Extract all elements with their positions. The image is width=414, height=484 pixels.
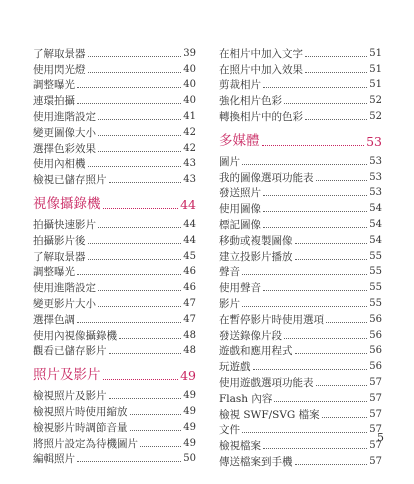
toc-entry-title: 在照片中加入效果 xyxy=(219,63,303,76)
dot-leader xyxy=(109,353,182,354)
toc-entry-title: 調整曝光 xyxy=(33,79,75,92)
toc-entry-page: 57 xyxy=(369,455,382,467)
dot-leader xyxy=(242,274,367,275)
toc-entry-page: 57 xyxy=(369,424,382,436)
toc-entry-page: 47 xyxy=(183,297,196,309)
dot-leader xyxy=(242,306,367,307)
toc-entry-title: 變更圖像大小 xyxy=(33,126,96,139)
toc-entry-title: 在相片中加入文字 xyxy=(219,47,303,60)
toc-entry-page: 47 xyxy=(183,313,196,325)
toc-entry[interactable] xyxy=(219,326,382,342)
dot-leader xyxy=(262,145,365,146)
toc-entry[interactable] xyxy=(219,231,382,247)
dot-leader xyxy=(284,103,367,104)
dot-leader xyxy=(326,322,367,323)
toc-entry-title: 連環拍攝 xyxy=(33,95,75,108)
toc-entry-page: 55 xyxy=(369,297,382,309)
toc-entry[interactable] xyxy=(33,215,196,231)
toc-entry[interactable] xyxy=(33,263,196,279)
toc-entry-title: 使用閃光燈 xyxy=(33,63,86,76)
toc-entry-page: 45 xyxy=(183,250,196,262)
toc-entry-title: 遊戲和應用程式 xyxy=(219,345,293,358)
dot-leader xyxy=(242,164,367,165)
dot-leader xyxy=(295,464,368,465)
toc-entry-page: 56 xyxy=(369,329,382,341)
toc-entry-page: 53 xyxy=(366,133,382,149)
toc-entry[interactable] xyxy=(219,44,382,60)
toc-entry[interactable] xyxy=(33,434,196,450)
toc-entry[interactable] xyxy=(219,373,382,389)
toc-entry-title: 了解取景器 xyxy=(33,47,86,60)
dot-leader xyxy=(295,353,368,354)
toc-entry[interactable] xyxy=(33,342,196,358)
toc-entry[interactable] xyxy=(33,155,196,171)
dot-leader xyxy=(263,195,367,196)
toc-entry[interactable] xyxy=(33,294,196,310)
toc-entry-page: 44 xyxy=(183,218,196,230)
toc-entry[interactable] xyxy=(33,139,196,155)
toc-entry[interactable] xyxy=(33,450,196,466)
toc-entry-title: 調整曝光 xyxy=(33,266,75,279)
toc-entry-page: 44 xyxy=(183,234,196,246)
toc-entry[interactable] xyxy=(33,123,196,139)
toc-entry-title: 傳送檔案到手機 xyxy=(219,455,293,468)
toc-entry-title: 編輯照片 xyxy=(33,453,75,466)
dot-leader xyxy=(88,243,182,244)
toc-entry-title: 檢視照片及影片 xyxy=(33,390,107,403)
toc-entry-title: 變更影片大小 xyxy=(33,297,96,310)
toc-entry[interactable] xyxy=(219,294,382,310)
toc-entry-page: 48 xyxy=(183,345,196,357)
toc-entry-page: 49 xyxy=(183,390,196,402)
dot-leader xyxy=(98,119,181,120)
dot-leader xyxy=(263,227,367,228)
dot-leader xyxy=(88,259,182,260)
toc-entry[interactable] xyxy=(33,418,196,434)
toc-entry-title: 選擇色調 xyxy=(33,313,75,326)
dot-leader xyxy=(253,369,368,370)
toc-entry-page: 57 xyxy=(369,392,382,404)
dot-leader xyxy=(77,87,181,88)
toc-entry-page: 41 xyxy=(183,110,196,122)
toc-entry[interactable] xyxy=(219,215,382,231)
toc-entry[interactable] xyxy=(219,263,382,279)
toc-entry-title: 聲音 xyxy=(219,266,240,279)
toc-entry[interactable] xyxy=(219,60,382,76)
toc-entry-page: 40 xyxy=(183,95,196,107)
toc-entry-page: 46 xyxy=(183,266,196,278)
toc-entry-page: 57 xyxy=(369,376,382,388)
toc-left-column xyxy=(33,44,196,465)
dot-leader xyxy=(130,430,182,431)
toc-entry[interactable] xyxy=(219,342,382,358)
dot-leader xyxy=(98,290,181,291)
dot-leader xyxy=(316,385,368,386)
toc-entry[interactable] xyxy=(219,107,382,123)
toc-entry[interactable] xyxy=(219,357,382,373)
toc-entry-page: 46 xyxy=(183,282,196,294)
dot-leader xyxy=(103,208,179,209)
toc-entry[interactable] xyxy=(219,436,382,452)
toc-entry-page: 43 xyxy=(183,158,196,170)
dot-leader xyxy=(305,56,367,57)
toc-entry-page: 40 xyxy=(183,63,196,75)
dot-leader xyxy=(77,322,181,323)
dot-leader xyxy=(305,119,367,120)
toc-entry-page: 49 xyxy=(183,405,196,417)
toc-entry-page: 54 xyxy=(369,218,382,230)
dot-leader xyxy=(295,243,368,244)
dot-leader xyxy=(77,103,181,104)
toc-entry-page: 56 xyxy=(369,313,382,325)
dot-leader xyxy=(274,401,367,402)
toc-entry-page: 55 xyxy=(369,266,382,278)
toc-entry[interactable] xyxy=(219,405,382,421)
toc-entry-title: 視像攝錄機 xyxy=(33,196,101,213)
toc-entry[interactable] xyxy=(219,152,382,168)
toc-entry-title: 使用進階設定 xyxy=(33,282,96,295)
toc-entry-page: 49 xyxy=(180,368,196,384)
toc-entry-title: 影片 xyxy=(219,297,240,310)
toc-entry[interactable] xyxy=(33,402,196,418)
toc-entry[interactable] xyxy=(219,247,382,263)
toc-entry-title: 轉換相片中的色彩 xyxy=(219,110,303,123)
dot-leader xyxy=(295,259,368,260)
dot-leader xyxy=(77,461,181,462)
toc-entry-title: 使用內視像攝錄機 xyxy=(33,329,117,342)
toc-entry[interactable] xyxy=(33,231,196,247)
toc-entry-title: 發送錄像片段 xyxy=(219,329,282,342)
toc-entry-title: 將照片設定為待機圖片 xyxy=(33,437,138,450)
toc-entry-title: 拍攝快速影片 xyxy=(33,218,96,231)
toc-entry-title: 使用圖像 xyxy=(219,203,261,216)
toc-entry[interactable] xyxy=(219,310,382,326)
toc-entry-page: 50 xyxy=(183,453,196,465)
toc-entry[interactable] xyxy=(219,389,382,405)
toc-entry-title: 照片及影片 xyxy=(33,367,101,384)
dot-leader xyxy=(140,446,181,447)
toc-entry-title: 使用進階設定 xyxy=(33,110,96,123)
toc-entry-page: 56 xyxy=(369,345,382,357)
toc-entry[interactable] xyxy=(33,91,196,107)
toc-entry[interactable] xyxy=(219,91,382,107)
toc-entry-title: 了解取景器 xyxy=(33,250,86,263)
toc-entry-title: 使用聲音 xyxy=(219,282,261,295)
toc-entry-title: 強化相片色彩 xyxy=(219,95,282,108)
dot-leader xyxy=(263,87,367,88)
toc-entry[interactable] xyxy=(219,168,382,184)
toc-entry-title: 檢視照片時使用縮放 xyxy=(33,405,128,418)
dot-leader xyxy=(242,432,367,433)
toc-entry[interactable] xyxy=(33,310,196,326)
toc-entry[interactable] xyxy=(33,170,196,186)
toc-entry-page: 42 xyxy=(183,126,196,138)
toc-section-heading[interactable] xyxy=(33,363,196,383)
toc-section-heading[interactable] xyxy=(33,192,196,212)
dot-leader xyxy=(109,182,182,183)
toc-entry-page: 54 xyxy=(369,203,382,215)
toc-entry-page: 52 xyxy=(369,95,382,107)
dot-leader xyxy=(284,338,367,339)
dot-leader xyxy=(263,290,367,291)
toc-entry[interactable] xyxy=(219,199,382,215)
dot-leader xyxy=(322,417,368,418)
toc-entry-page: 51 xyxy=(369,47,382,59)
toc-entry-title: Flash 內容 xyxy=(219,392,273,405)
toc-entry-page: 43 xyxy=(183,174,196,186)
toc-entry-title: 玩遊戲 xyxy=(219,361,251,374)
toc-entry-title: 標記圖像 xyxy=(219,218,261,231)
toc-entry-page: 57 xyxy=(369,440,382,452)
page-number: 5 xyxy=(377,431,384,444)
toc-entry-page: 55 xyxy=(369,282,382,294)
dot-leader xyxy=(130,414,182,415)
dot-leader xyxy=(88,56,182,57)
toc-entry-page: 39 xyxy=(183,47,196,59)
toc-entry-page: 51 xyxy=(369,79,382,91)
dot-leader xyxy=(88,72,182,73)
toc-section-heading[interactable] xyxy=(219,129,382,149)
toc-entry-title: 建立投影片播放 xyxy=(219,250,293,263)
toc-entry-title: 觀看已儲存影片 xyxy=(33,345,107,358)
toc-entry-title: 在暫停影片時使用選項 xyxy=(219,313,324,326)
toc-entry-title: 檢視已儲存照片 xyxy=(33,174,107,187)
toc-entry-page: 49 xyxy=(183,421,196,433)
dot-leader xyxy=(119,338,181,339)
toc-entry-title: 使用遊戲選項功能表 xyxy=(219,376,314,389)
dot-leader xyxy=(109,398,182,399)
dot-leader xyxy=(98,151,181,152)
toc-entry-title: 多媒體 xyxy=(219,132,260,149)
toc-entry-title: 檢視檔案 xyxy=(219,440,261,453)
dot-leader xyxy=(316,180,368,181)
toc-entry[interactable] xyxy=(219,184,382,200)
toc-entry-page: 53 xyxy=(369,155,382,167)
toc-entry[interactable] xyxy=(219,76,382,92)
toc-entry[interactable] xyxy=(33,247,196,263)
toc-entry-page: 57 xyxy=(369,408,382,420)
toc-entry-title: 拍攝影片後 xyxy=(33,234,86,247)
toc-entry-title: 發送照片 xyxy=(219,187,261,200)
toc-entry-page: 56 xyxy=(369,361,382,373)
toc-entry-page: 55 xyxy=(369,250,382,262)
toc-entry-title: 選擇色彩效果 xyxy=(33,142,96,155)
toc-entry[interactable] xyxy=(33,76,196,92)
toc-entry-page: 44 xyxy=(180,197,196,213)
toc-entry-page: 49 xyxy=(183,437,196,449)
toc-entry-page: 54 xyxy=(369,234,382,246)
toc-right-column xyxy=(219,44,382,468)
dot-leader xyxy=(263,448,367,449)
dot-leader xyxy=(88,166,182,167)
toc-entry-page: 48 xyxy=(183,329,196,341)
toc-entry-title: 使用內相機 xyxy=(33,158,86,171)
toc-entry[interactable] xyxy=(219,452,382,468)
toc-entry[interactable] xyxy=(33,386,196,402)
toc-entry-page: 42 xyxy=(183,142,196,154)
toc-entry[interactable] xyxy=(33,60,196,76)
toc-entry-title: 文件 xyxy=(219,424,240,437)
toc-entry[interactable] xyxy=(33,107,196,123)
dot-leader xyxy=(98,306,181,307)
toc-entry-title: 檢視 SWF/SVG 檔案 xyxy=(219,408,320,421)
toc-entry-page: 53 xyxy=(369,187,382,199)
dot-leader xyxy=(263,211,367,212)
toc-entry[interactable] xyxy=(33,44,196,60)
toc-entry[interactable] xyxy=(33,326,196,342)
toc-entry[interactable] xyxy=(219,421,382,437)
toc-entry-page: 51 xyxy=(369,63,382,75)
toc-entry[interactable] xyxy=(219,278,382,294)
toc-entry-page: 53 xyxy=(369,171,382,183)
toc-entry-title: 剪裁相片 xyxy=(219,79,261,92)
toc-entry-page: 40 xyxy=(183,79,196,91)
dot-leader xyxy=(305,72,367,73)
dot-leader xyxy=(98,135,181,136)
dot-leader xyxy=(103,379,179,380)
toc-entry-title: 檢視影片時調節音量 xyxy=(33,421,128,434)
toc-entry[interactable] xyxy=(33,278,196,294)
dot-leader xyxy=(98,227,181,228)
toc-entry-page: 52 xyxy=(369,110,382,122)
toc-entry-title: 圖片 xyxy=(219,155,240,168)
toc-entry-title: 移動或複製圖像 xyxy=(219,234,293,247)
toc-entry-title: 我的圖像選項功能表 xyxy=(219,171,314,184)
dot-leader xyxy=(77,274,181,275)
